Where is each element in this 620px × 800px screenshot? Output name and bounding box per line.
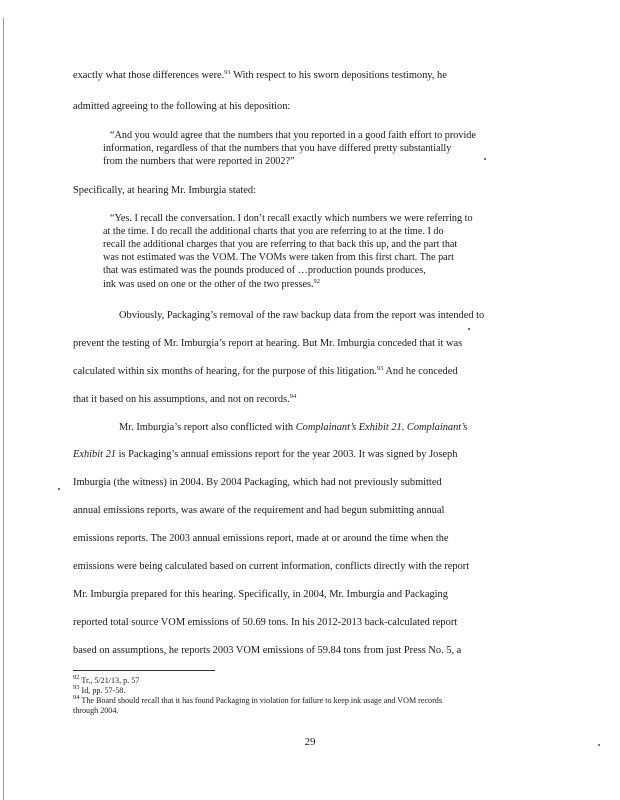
text-line: emissions were being calculated based on current information, conflicts directly with the report <box>73 561 470 572</box>
text-line: Specifically, at hearing Mr. Imburgia stated: <box>73 185 256 196</box>
scan-speck <box>468 328 470 330</box>
text-line: calculated within six months of hearing, for the purpose of this litigation.$^{93}$ And he conceded <box>73 365 458 377</box>
text-line: emissions reports. The 2003 annual emissions report, made at or around the time when the <box>73 533 449 544</box>
page-number: 29 <box>304 736 316 748</box>
footnote: $^{93}$ Id, pp. 57-58. <box>73 684 126 695</box>
scan-margin-line <box>3 18 4 800</box>
text-line: annual emissions reports, was aware of the requirement and had begun submitting annual <box>73 505 445 516</box>
footnote: $^{94}$ The Board should recall that it has found Packaging in violation for failure to keep ink usage and VOM records <box>73 694 442 705</box>
block-quote-line: “Yes. I recall the conversation. I don’t recall exactly which numbers we were referring to <box>110 213 473 224</box>
block-quote-line: ink was used on one or the other of the two presses.$^{92}$ <box>103 278 320 290</box>
scan-speck <box>484 158 486 160</box>
block-quote-line: at the time. I do recall the additional charts that you are referring to at the time. I do <box>103 226 444 237</box>
text-line: reported total source VOM emissions of 50.69 tons. In his 2012-2013 back-calculated report <box>73 617 458 628</box>
footnote-continuation: through 2004. <box>73 706 119 715</box>
text-line: Mr. Imburgia’s report also conflicted with Complainant’s Exhibit 21. Complainant’s <box>119 422 468 433</box>
text-line: exactly what those differences were.$^{91}$ With respect to his sworn depositions testimony, he <box>73 69 447 81</box>
text-line: Obviously, Packaging’s removal of the raw backup data from the report was intended to <box>119 310 485 321</box>
footnote-divider <box>73 670 215 671</box>
block-quote-line: that was estimated was the pounds produced of …production pounds produces, <box>103 265 426 276</box>
text-line: that it based on his assumptions, and not on records.$^{94}$ <box>73 393 297 405</box>
scan-speck <box>58 488 60 490</box>
footnote: $^{92}$ Tr., 5/21/13, p. 57 <box>73 674 140 685</box>
text-line: prevent the testing of Mr. Imburgia’s report at hearing. But Mr. Imburgia conceded that it was <box>73 338 463 349</box>
block-quote-line: was not estimated was the VOM. The VOMs were taken from this first chart. The part <box>103 252 454 263</box>
block-quote-line: from the numbers that were reported in 2002?” <box>103 156 295 167</box>
block-quote-line: “And you would agree that the numbers that you reported in a good faith effort to provide <box>110 130 476 141</box>
text-line: Imburgia (the witness) in 2004. By 2004 Packaging, which had not previously submitted <box>73 477 442 488</box>
block-quote-line: information, regardless of that the numbers that you have differed pretty substantially <box>103 143 452 154</box>
block-quote-line: recall the additional charges that you are referring to that back this up, and the part that <box>103 239 458 250</box>
text-line: admitted agreeing to the following at his deposition: <box>73 101 291 112</box>
text-line: Mr. Imburgia prepared for this hearing. Specifically, in 2004, Mr. Imburgia and Packaging <box>73 589 448 600</box>
text-line: Exhibit 21 is Packaging’s annual emissions report for the year 2003. It was signed by Joseph <box>73 449 458 460</box>
text-line: based on assumptions, he reports 2003 VOM emissions of 59.84 tons from just Press No. 5, a <box>73 645 462 656</box>
scan-speck <box>598 744 600 746</box>
